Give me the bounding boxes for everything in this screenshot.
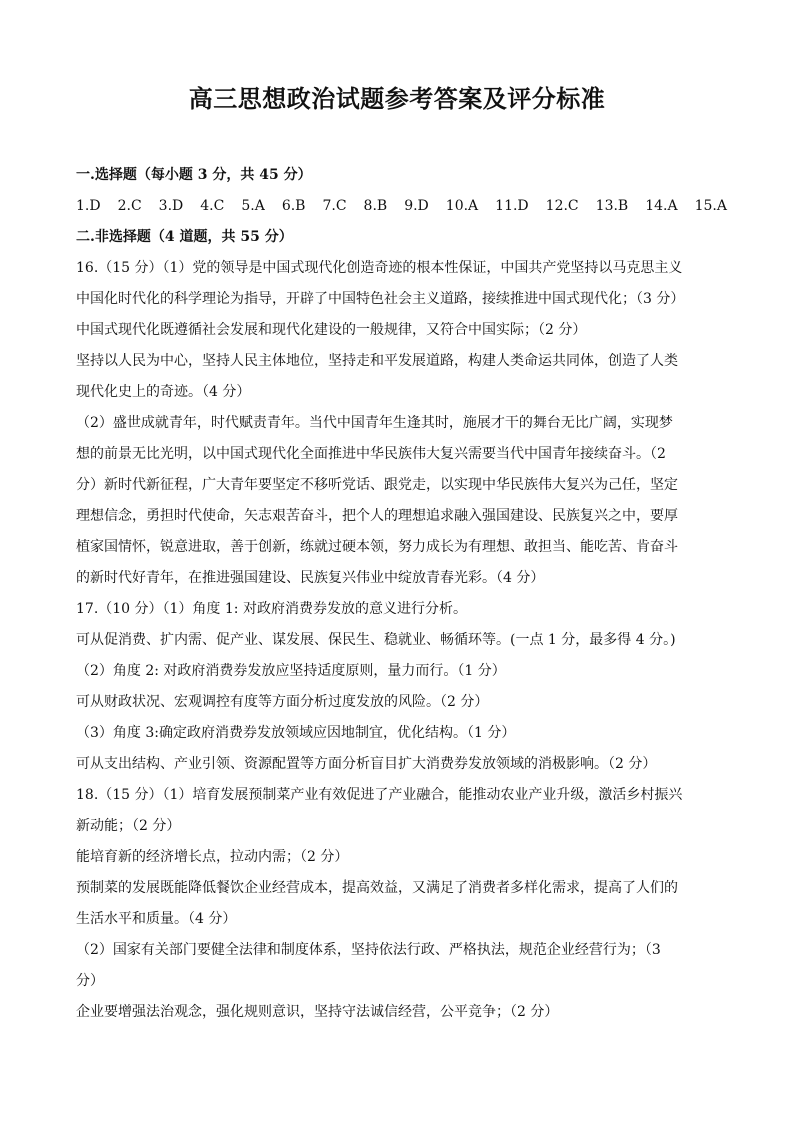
text-line: 现代化史上的奇迹。（4 分） bbox=[76, 384, 251, 400]
text-line: 17.（10 分）（1）角度 1: 对政府消费券发放的意义进行分析。 bbox=[76, 601, 467, 617]
text-line: （2）国家有关部门要健全法律和制度体系，坚持依法行政、严格执法，规范企业经营行为；（3 bbox=[76, 942, 661, 958]
text-line: 预制菜的发展既能降低餐饮企业经营成本，提高效益，又满足了消费者多样化需求，提高了人们的 bbox=[76, 880, 678, 896]
answer-item: 13.B bbox=[595, 198, 629, 214]
text-line: 想的前景无比光明，以中国式现代化全面推进中华民族伟大复兴需要当代中国青年接续奋斗。（2 bbox=[76, 446, 666, 462]
answer-item: 9.D bbox=[404, 198, 429, 214]
text-line: 企业要增强法治观念，强化规则意识，坚持守法诚信经营，公平竞争；（2 分） bbox=[76, 1004, 559, 1020]
text-line: 植家国情怀，锐意进取，善于创新，练就过硬本领，努力成长为有理想、敢担当、能吃苦、肯奋斗 bbox=[76, 539, 678, 555]
document-body bbox=[76, 160, 727, 1028]
text-line: （2）角度 2: 对政府消费券发放应坚持适度原则，量力而行。（1 分） bbox=[76, 663, 506, 679]
answer-item: 2.C bbox=[117, 198, 142, 214]
section-heading-non-multiple-choice: 二.非选择题（4 道题，共 55 分） bbox=[76, 229, 293, 245]
text-line: 中国式现代化既遵循社会发展和现代化建设的一般规律，又符合中国实际；（2 分） bbox=[76, 322, 587, 338]
text-line: 的新时代好青年，在推进强国建设、民族复兴伟业中绽放青春光彩。（4 分） bbox=[76, 570, 545, 586]
text-line: 分） bbox=[76, 973, 104, 989]
text-line: 分）新时代新征程，广大青年要坚定不移听党话、跟党走，以实现中华民族伟大复兴为己任，坚定 bbox=[76, 477, 678, 493]
answer-item: 14.A bbox=[645, 198, 678, 214]
text-line: 18.（15 分）（1）培育发展预制菜产业有效促进了产业融合，能推动农业产业升级，激活乡村振兴 bbox=[76, 787, 683, 803]
text-line: 生活水平和质量。（4 分） bbox=[76, 911, 237, 927]
text-line: 可从财政状况、宏观调控有度等方面分析过度发放的风险。（2 分） bbox=[76, 694, 489, 710]
text-line: 可从促消费、扩内需、促产业、谋发展、保民生、稳就业、畅循环等。(一点 1 分，最多得 4 分。) bbox=[76, 632, 676, 648]
answer-item: 11.D bbox=[495, 198, 529, 214]
text-line: 坚持以人民为中心，坚持人民主体地位，坚持走和平发展道路，构建人类命运共同体，创造了人类 bbox=[76, 353, 678, 369]
answer-item: 1.D bbox=[76, 198, 101, 214]
text-line: 16.（15 分）（1）党的领导是中国式现代化创造奇迹的根本性保证，中国共产党坚持以马克思主义 bbox=[76, 260, 683, 276]
text-line: 可从支出结构、产业引领、资源配置等方面分析盲目扩大消费券发放领域的消极影响。（2 分） bbox=[76, 756, 657, 772]
answer-item: 6.B bbox=[281, 198, 306, 214]
answer-item: 3.D bbox=[158, 198, 184, 214]
text-line: 中国化时代化的科学理论为指导，开辟了中国特色社会主义道路，接续推进中国式现代化；（3 分） bbox=[76, 291, 685, 307]
answer-item: 8.B bbox=[363, 198, 388, 214]
text-line: 理想信念，勇担时代使命，矢志艰苦奋斗，把个人的理想追求融入强国建设、民族复兴之中，要厚 bbox=[76, 508, 678, 524]
multiple-choice-answers bbox=[76, 191, 727, 222]
answer-item: 7.C bbox=[322, 198, 347, 214]
section-heading-multiple-choice: 一.选择题（每小题 3 分，共 45 分） bbox=[76, 167, 312, 183]
answer-item: 12.C bbox=[545, 198, 579, 214]
text-line: （2）盛世成就青年，时代赋责青年。当代中国青年生逢其时，施展才干的舞台无比广阔，实现梦 bbox=[76, 415, 673, 431]
answer-item: 5.A bbox=[241, 198, 265, 214]
text-line: 新动能；（2 分） bbox=[76, 818, 181, 834]
answer-item: 15.A bbox=[694, 198, 727, 214]
answer-item: 4.C bbox=[200, 198, 225, 214]
answer-item: 10.A bbox=[445, 198, 479, 214]
text-line: （3）角度 3:确定政府消费券发放领域应因地制宜，优化结构。（1 分） bbox=[76, 725, 516, 741]
document-title: 高三思想政治试题参考答案及评分标准 bbox=[188, 84, 606, 113]
text-line: 能培育新的经济增长点，拉动内需；（2 分） bbox=[76, 849, 349, 865]
